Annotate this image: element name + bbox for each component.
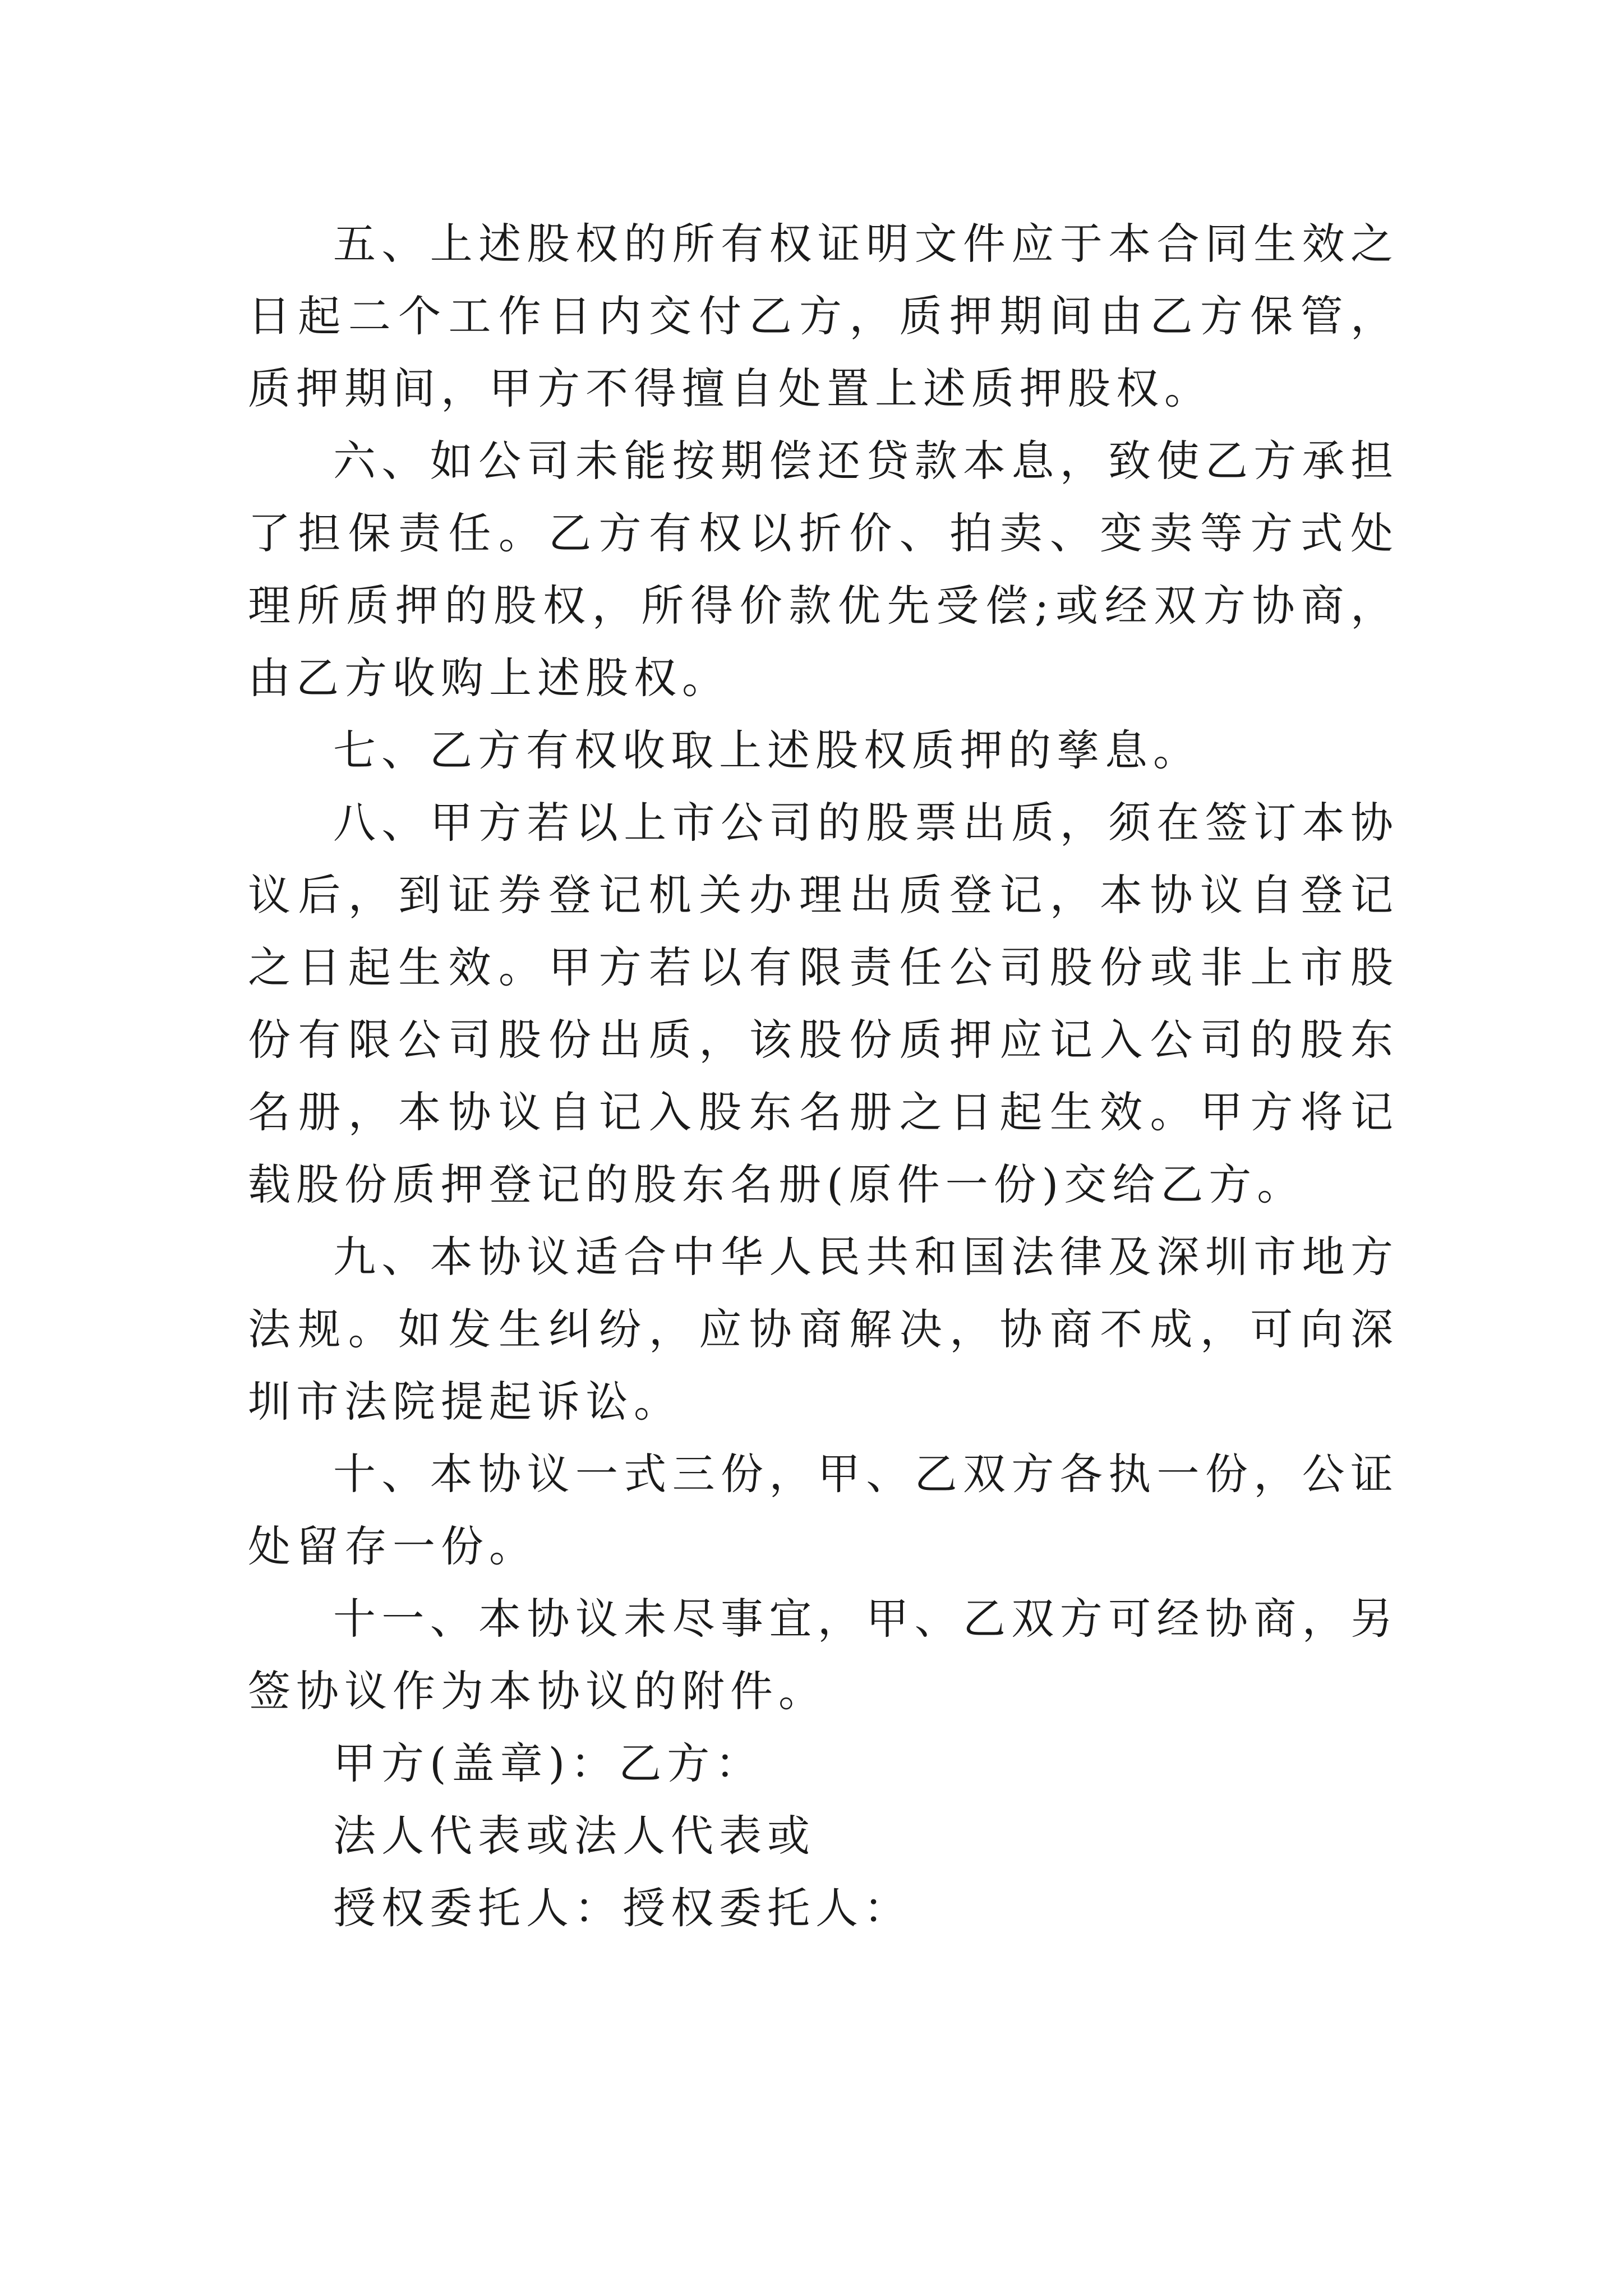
- signature-rep-line: 法人代表或法人代表或: [333, 1811, 815, 1861]
- signature-agent-line: 授权委托人：授权委托人：: [333, 1883, 912, 1933]
- signature-party-line: 甲方(盖章)：乙方：: [333, 1738, 764, 1788]
- clause-11: 十一、本协议未尽事宜，甲、乙双方可经协商，另签协议作为本协议的附件。: [248, 1594, 1399, 1716]
- clause-9: 九、本协议适合中华人民共和国法律及深圳市地方法规。如发生纠纷，应协商解决，协商不成，可向深圳市法院提起诉讼。: [248, 1232, 1399, 1427]
- clause-7: 七、乙方有权收取上述股权质押的孳息。: [333, 725, 1201, 775]
- clause-8: 八、甲方若以上市公司的股票出质，须在签订本协议后，到证券登记机关办理出质登记，本协议自登记之日起生效。甲方若以有限责任公司股份或非上市股份有限公司股份出质，该股份质押应记入公司的股东名册，本协议自记入股东名册之日起生效。甲方将记载股份质押登记的股东名册(原件一份)交给乙方。: [248, 798, 1399, 1209]
- signature-block: [248, 1727, 1399, 1944]
- clause-5: 五、上述股权的所有权证明文件应于本合同生效之日起二个工作日内交付乙方，质押期间由乙方保管，质押期间，甲方不得擅自处置上述质押股权。: [248, 219, 1399, 413]
- clause-6: 六、如公司未能按期偿还贷款本息，致使乙方承担了担保责任。乙方有权以折价、拍卖、变卖等方式处理所质押的股权，所得价款优先受偿;或经双方协商，由乙方收购上述股权。: [248, 436, 1399, 703]
- clause-10: 十、本协议一式三份，甲、乙双方各执一份，公证处留存一份。: [248, 1449, 1399, 1571]
- document-body: [248, 208, 1399, 1944]
